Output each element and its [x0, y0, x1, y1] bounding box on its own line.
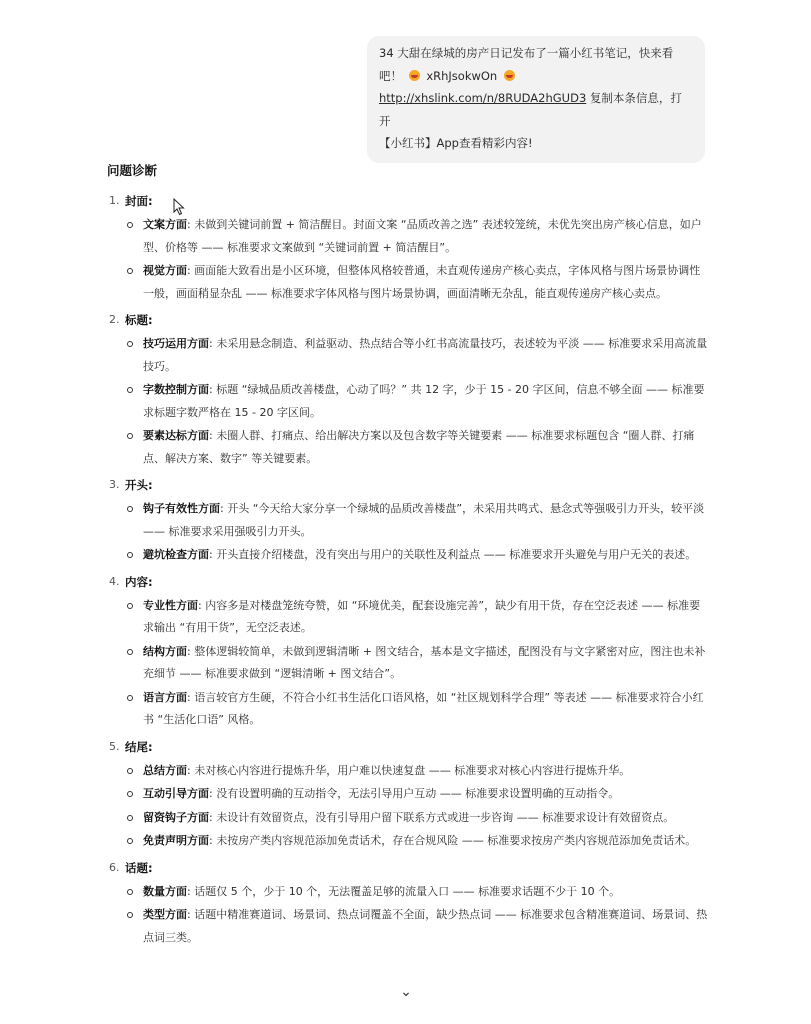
diagnosis-point	[125, 807, 711, 830]
point-text: : 标题 “绿城品质改善楼盘，心动了吗？” 共 12 字，少于 15 - 20 字区间，信息不够全面 —— 标准要求标题字数严格在 15 - 20 字区间。	[143, 383, 705, 419]
point-text: : 没有设置明确的互动指令，无法引导用户互动 —— 标准要求设置明确的互动指令。	[209, 787, 620, 800]
point-text: : 内容多是对楼盘笼统夸赞，如 “环境优美，配套设施完善”，缺少有用干货，存在空泛表述 —— 标准要求输出 “有用干货”，无空泛表述。	[143, 598, 701, 634]
point-label: 钩子有效性方面	[143, 502, 220, 515]
diagnosis-point	[125, 881, 711, 904]
section-heading: 结尾:	[125, 739, 153, 754]
section-number: 3.	[109, 478, 120, 491]
diagnosis-point	[125, 544, 711, 567]
section-points	[125, 498, 711, 567]
chevron-down-icon: ⌄	[400, 984, 412, 1000]
point-text: : 未对核心内容进行提炼升华，用户难以快速复盘 —— 标准要求对核心内容进行提炼升华。	[187, 763, 631, 777]
point-label: 结构方面	[143, 644, 187, 658]
point-text: : 话题中精准赛道词、场景词、热点词覆盖不全面，缺少热点词 —— 标准要求包含精准赛道词、场景词、热点词三类。	[143, 908, 708, 944]
point-text: : 未圈人群、打痛点、给出解决方案以及包含数字等关键要素 —— 标准要求标题包含 “圈人群、打痛点、解决方案、数字” 等关键要素。	[143, 429, 695, 465]
section-number: 6.	[109, 860, 120, 874]
message-line1: 34 大甜在绿城的房产日记发布了一篇小红书笔记，快来看	[379, 46, 674, 60]
section-points	[125, 881, 711, 950]
section-heading: 话题:	[125, 860, 153, 875]
diagnosis-section	[107, 474, 711, 567]
mouse-cursor-icon	[174, 198, 184, 212]
message-line3-suffix: 复制本条信息，打开	[379, 91, 682, 128]
point-label: 要素达标方面	[143, 429, 209, 442]
point-text: : 开头 “今天给大家分享一个绿城的品质改善楼盘”，未采用共鸣式、悬念式等强吸引力开头，较平淡 —— 标准要求采用强吸引力开头。	[143, 502, 705, 538]
message-line4: 【小红书】App查看精彩内容!	[379, 136, 533, 150]
section-number: 4.	[109, 574, 120, 588]
point-label: 语言方面	[143, 690, 187, 704]
section-points	[125, 333, 711, 470]
scroll-down-button[interactable]	[394, 980, 418, 1004]
point-text: : 语言较官方生硬，不符合小红书生活化口语风格，如 “社区规划科学合理” 等表述 —— 标准要求符合小红书 “生活化口语” 风格。	[143, 690, 704, 726]
diagnosis-section	[107, 571, 711, 732]
section-points	[125, 760, 711, 853]
diagnosis-point	[125, 830, 711, 853]
diagnosis-point	[125, 498, 711, 543]
grin-emoji-icon	[409, 70, 420, 81]
diagnosis-section	[107, 190, 711, 305]
diagnosis-point	[125, 425, 711, 470]
point-text: : 未按房产类内容规范添加免责话术，存在合规风险 —— 标准要求按房产类内容规范添加免责话术。	[209, 834, 697, 847]
section-number: 1.	[109, 194, 120, 207]
diagnosis-point	[125, 687, 711, 732]
section-number: 2.	[109, 313, 120, 326]
point-text: : 画面能大致看出是小区环境，但整体风格较普通，未直观传递房产核心卖点，字体风格与图片场景协调性一般，画面稍显杂乱 —— 标准要求字体风格与图片场景协调，画面清晰无杂乱，能直观传递房产核心卖点。	[143, 264, 701, 300]
point-label: 技巧运用方面	[143, 337, 209, 350]
diagnosis-section	[107, 736, 711, 853]
assistant-response	[107, 160, 711, 953]
section-heading: 内容:	[125, 574, 153, 589]
section-heading: 标题:	[125, 313, 153, 327]
section-points	[125, 214, 711, 305]
xhs-link[interactable]: http://xhslink.com/n/8RUDA2hGUD3	[379, 91, 587, 105]
point-label: 总结方面	[143, 763, 187, 777]
point-text: : 未做到关键词前置 + 简洁醒目。封面文案 “品质改善之选” 表述较笼统，未优先突出房产核心信息，如户型、价格等 —— 标准要求文案做到 “关键词前置 + 简洁醒目”。	[143, 218, 702, 254]
point-label: 字数控制方面	[143, 383, 209, 396]
section-number: 5.	[109, 739, 120, 753]
point-label: 类型方面	[143, 908, 187, 921]
diagnosis-point	[125, 260, 711, 305]
point-text: : 未设计有效留资点，没有引导用户留下联系方式或进一步咨询 —— 标准要求设计有效留资点。	[209, 810, 675, 824]
diagnosis-point	[125, 595, 711, 640]
diagnosis-section	[107, 309, 711, 470]
diagnosis-point	[125, 214, 711, 259]
point-label: 避坑检查方面	[143, 548, 209, 561]
section-heading: 封面:	[125, 194, 153, 208]
diagnosis-point	[125, 760, 711, 783]
message-code: xRhJsokwOn	[426, 68, 498, 83]
diagnosis-point	[125, 379, 711, 424]
point-text: : 开头直接介绍楼盘，没有突出与用户的关联性及利益点 —— 标准要求开头避免与用户无关的表述。	[209, 548, 697, 561]
point-label: 互动引导方面	[143, 787, 209, 800]
grin-emoji-icon	[504, 70, 515, 81]
diagnosis-sections	[107, 190, 711, 949]
point-text: : 未采用悬念制造、利益驱动、热点结合等小红书高流量技巧，表述较为平淡 —— 标准要求采用高流量技巧。	[143, 337, 708, 373]
point-label: 留资钩子方面	[143, 810, 209, 824]
point-label: 专业性方面	[143, 598, 198, 612]
section-points	[125, 595, 711, 732]
section-heading: 开头:	[125, 478, 153, 492]
diagnosis-point	[125, 641, 711, 686]
point-text: : 整体逻辑较简单，未做到逻辑清晰 + 图文结合，基本是文字描述，配图没有与文字紧密对应，图注也未补充细节 —— 标准要求做到 “逻辑清晰 + 图文结合”。	[143, 644, 706, 680]
diagnosis-point	[125, 783, 711, 806]
point-text: : 话题仅 5 个，少于 10 个，无法覆盖足够的流量入口 —— 标准要求话题不少于 10 个。	[187, 884, 621, 898]
point-label: 免责声明方面	[143, 834, 209, 847]
point-label: 视觉方面	[143, 264, 187, 277]
diagnosis-section	[107, 857, 711, 950]
user-message-bubble	[367, 36, 705, 163]
point-label: 数量方面	[143, 884, 187, 898]
diagnosis-point	[125, 904, 711, 949]
diagnosis-point	[125, 333, 711, 378]
message-line2-prefix: 吧！	[379, 68, 402, 83]
point-label: 文案方面	[143, 218, 187, 231]
diagnosis-title: 问题诊断	[107, 163, 158, 178]
